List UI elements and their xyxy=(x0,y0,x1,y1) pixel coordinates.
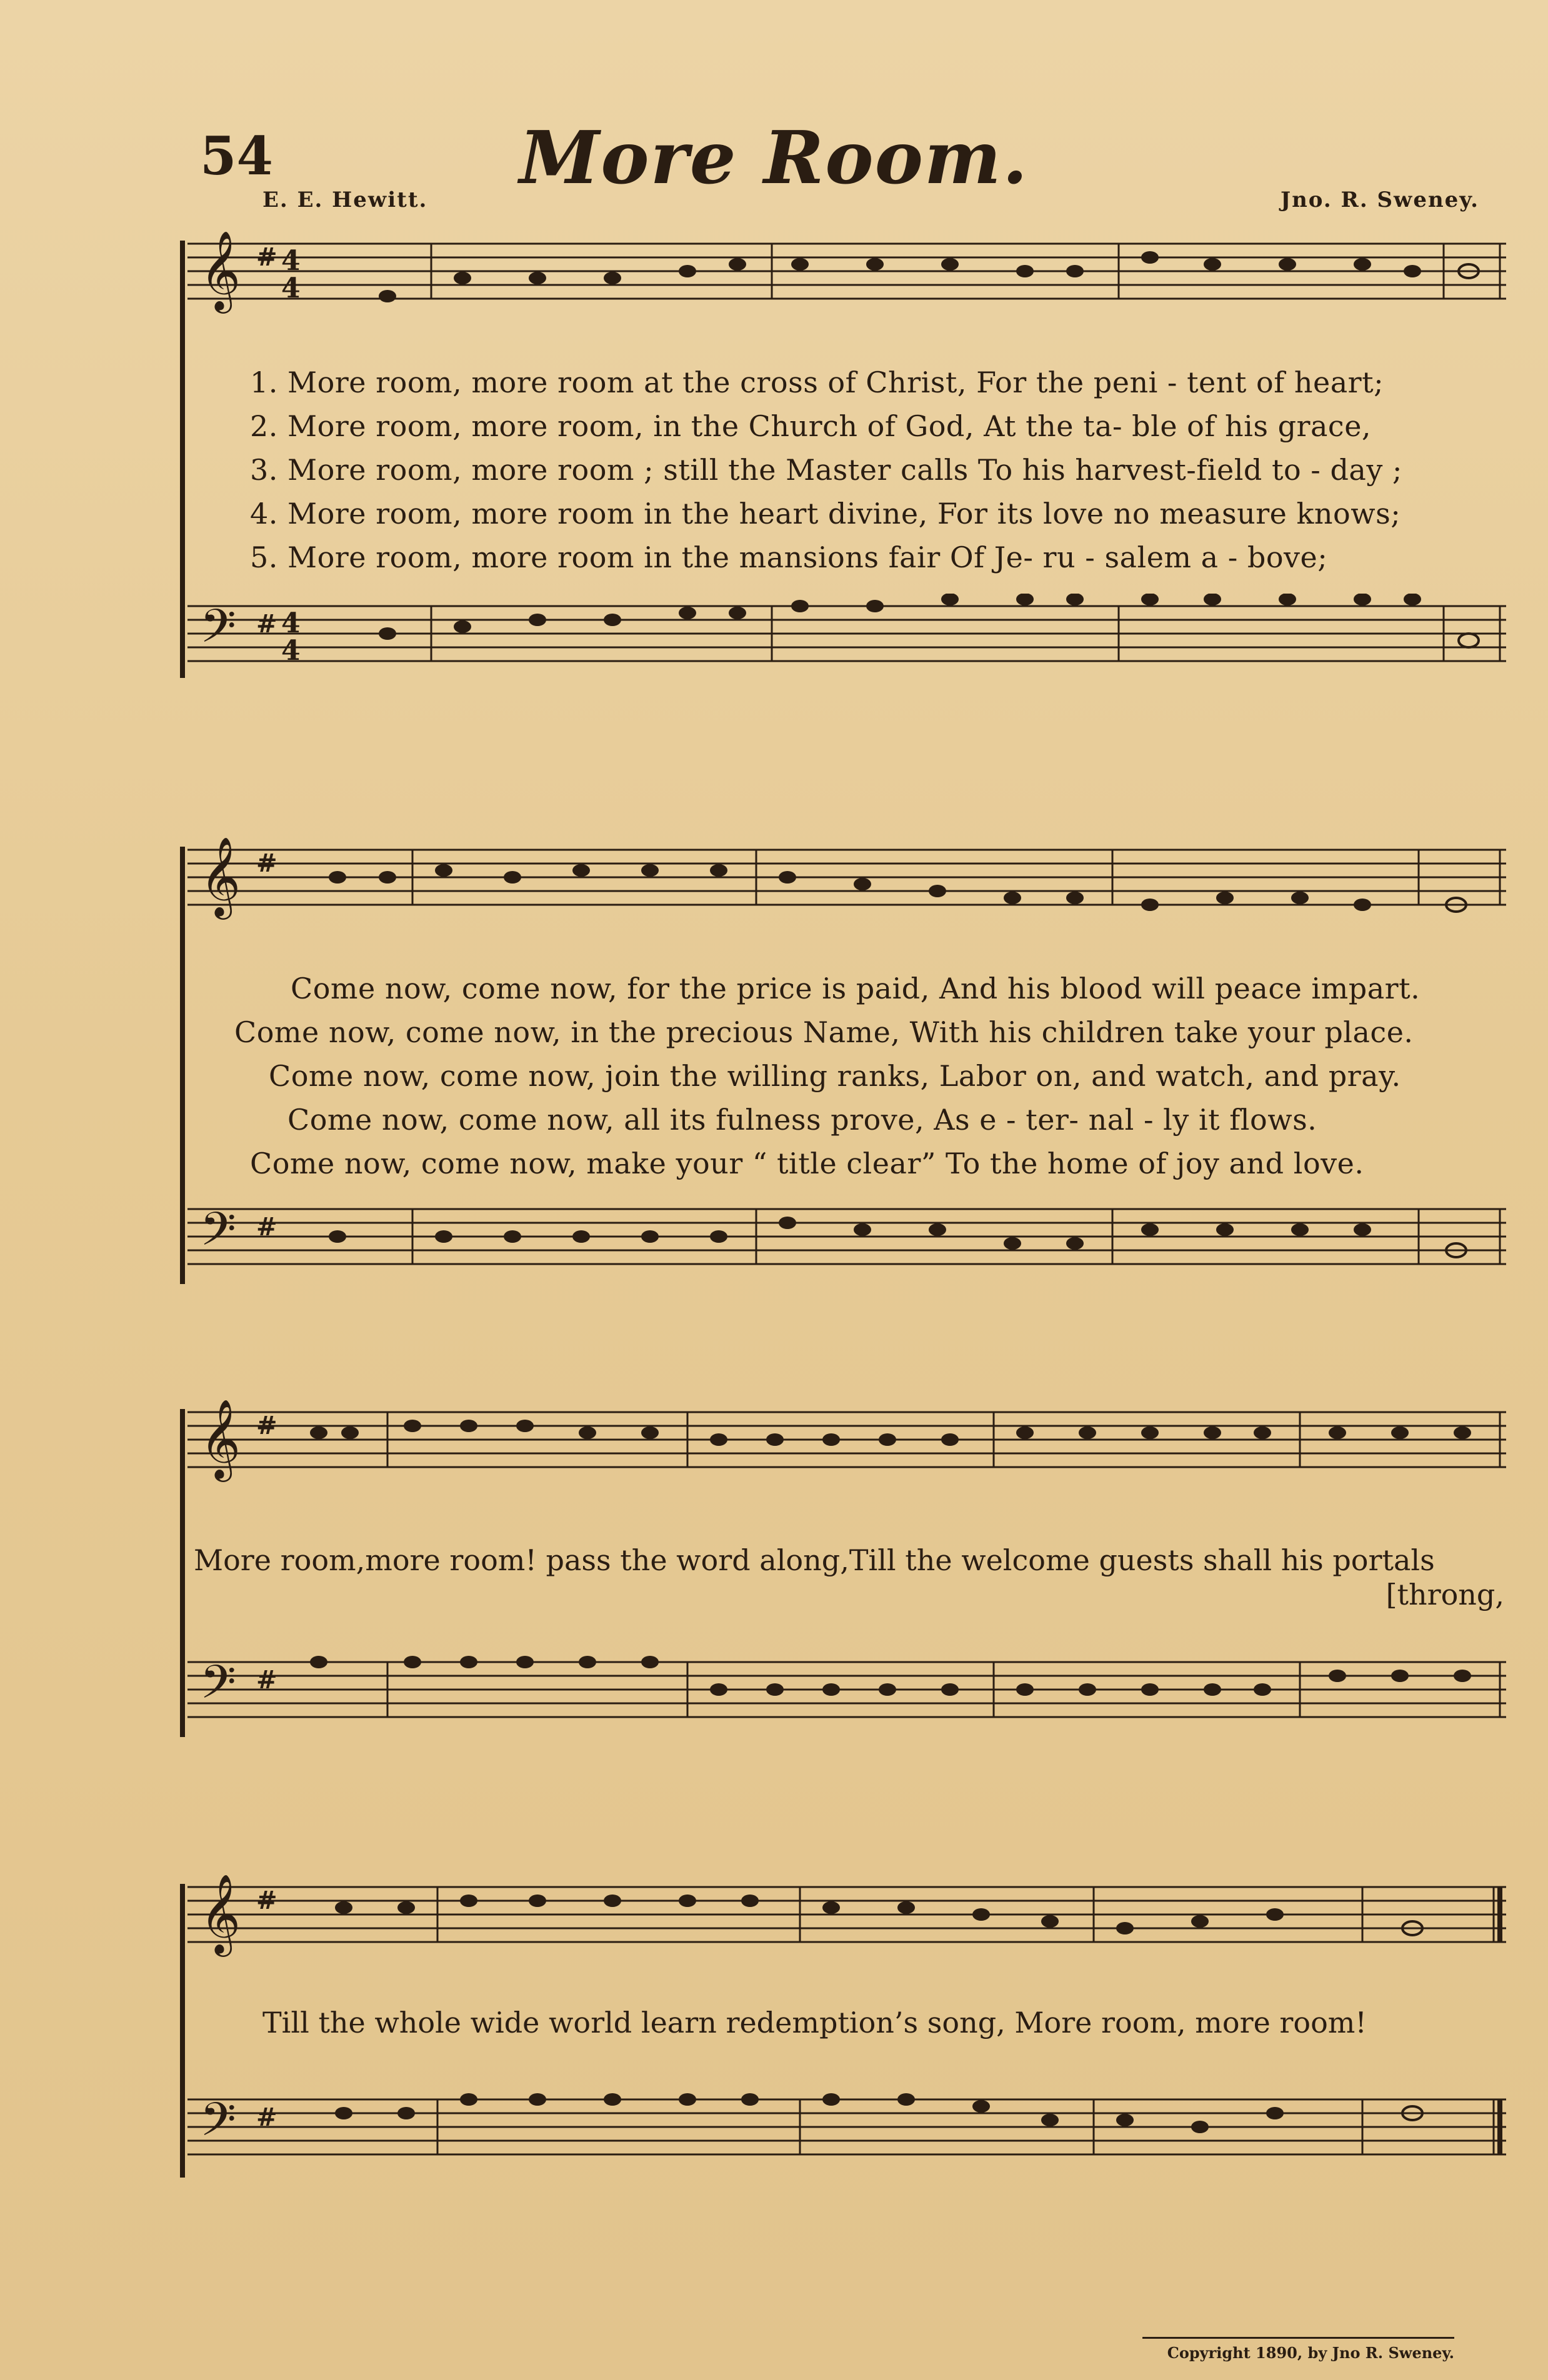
system-4-bass-staff xyxy=(187,2087,1506,2181)
system-1-bass-staff xyxy=(187,594,1506,687)
system-3-brace xyxy=(180,1409,185,1737)
verse-3-line-b: Come now, come now, join the willing ranks, Labor on, and watch, and pray. xyxy=(269,1059,1401,1093)
hymn-title: More Room. xyxy=(519,116,1029,201)
refrain-line-2: Till the whole wide world learn redemption’s song, More room, more room! xyxy=(262,2006,1367,2039)
svg-text:𝄢: 𝄢 xyxy=(200,2093,236,2158)
composer: Jno. R. Sweney. xyxy=(1281,187,1479,212)
system-2-bass-staff xyxy=(187,1197,1506,1290)
svg-text:𝄢: 𝄢 xyxy=(200,1202,236,1268)
verse-5-line-b: Come now, come now, make your “ title clear” To the home of joy and love. xyxy=(250,1147,1364,1180)
svg-text:𝄢: 𝄢 xyxy=(200,599,236,665)
svg-text:#: # xyxy=(256,242,277,272)
svg-text:4: 4 xyxy=(281,272,301,304)
system-2-brace xyxy=(180,847,185,1284)
svg-text:𝄢: 𝄢 xyxy=(200,1655,236,1721)
verse-3-line-a: 3. More room, more room ; still the Master calls To his harvest-field to - day ; xyxy=(250,453,1402,487)
svg-text:𝄞: 𝄞 xyxy=(200,1400,241,1478)
svg-text:#: # xyxy=(256,1411,277,1440)
refrain-line-1: More room,more room! pass the word along,Till the welcome guests shall his portals xyxy=(194,1543,1435,1577)
verse-1-line-b: Come now, come now, for the price is paid, And his blood will peace impart. xyxy=(291,972,1421,1005)
system-1-brace xyxy=(180,241,185,678)
system-3-bass-staff xyxy=(187,1650,1506,1743)
svg-text:𝄞: 𝄞 xyxy=(200,1875,241,1953)
system-1-treble-staff xyxy=(187,231,1506,325)
system-4-treble-staff xyxy=(187,1875,1506,1968)
verse-1-line-a: 1. More room, more room at the cross of Christ, For the peni - tent of heart; xyxy=(250,366,1384,399)
verse-5-line-a: 5. More room, more room in the mansions fair Of Je- ru - salem a - bove; xyxy=(250,540,1328,574)
svg-text:4: 4 xyxy=(281,245,301,277)
svg-text:#: # xyxy=(256,849,277,878)
lyricist: E. E. Hewitt. xyxy=(262,187,428,212)
copyright-notice: Copyright 1890, by Jno R. Sweney. xyxy=(1142,2337,1454,2362)
page-number: 54 xyxy=(200,125,273,187)
verse-4-line-a: 4. More room, more room in the heart divine, For its love no measure knows; xyxy=(250,497,1401,530)
svg-text:#: # xyxy=(256,2103,277,2132)
svg-text:#: # xyxy=(256,1665,277,1695)
svg-text:#: # xyxy=(256,609,277,639)
svg-text:4: 4 xyxy=(281,635,301,667)
verse-4-line-b: Come now, come now, all its fulness prove, As e - ter- nal - ly it flows. xyxy=(287,1103,1317,1137)
svg-text:𝄞: 𝄞 xyxy=(200,837,241,916)
system-2-treble-staff xyxy=(187,837,1506,931)
refrain-line-1-continuation: [throng, xyxy=(1386,1578,1504,1611)
svg-text:4: 4 xyxy=(281,607,301,639)
svg-text:#: # xyxy=(256,1212,277,1242)
system-4-brace xyxy=(180,1884,185,2178)
svg-text:#: # xyxy=(256,1886,277,1915)
system-3-treble-staff xyxy=(187,1400,1506,1493)
verse-2-line-a: 2. More room, more room, in the Church of God, At the ta- ble of his grace, xyxy=(250,409,1372,443)
svg-text:𝄞: 𝄞 xyxy=(200,231,241,310)
verse-2-line-b: Come now, come now, in the precious Name, With his children take your place. xyxy=(234,1015,1414,1049)
